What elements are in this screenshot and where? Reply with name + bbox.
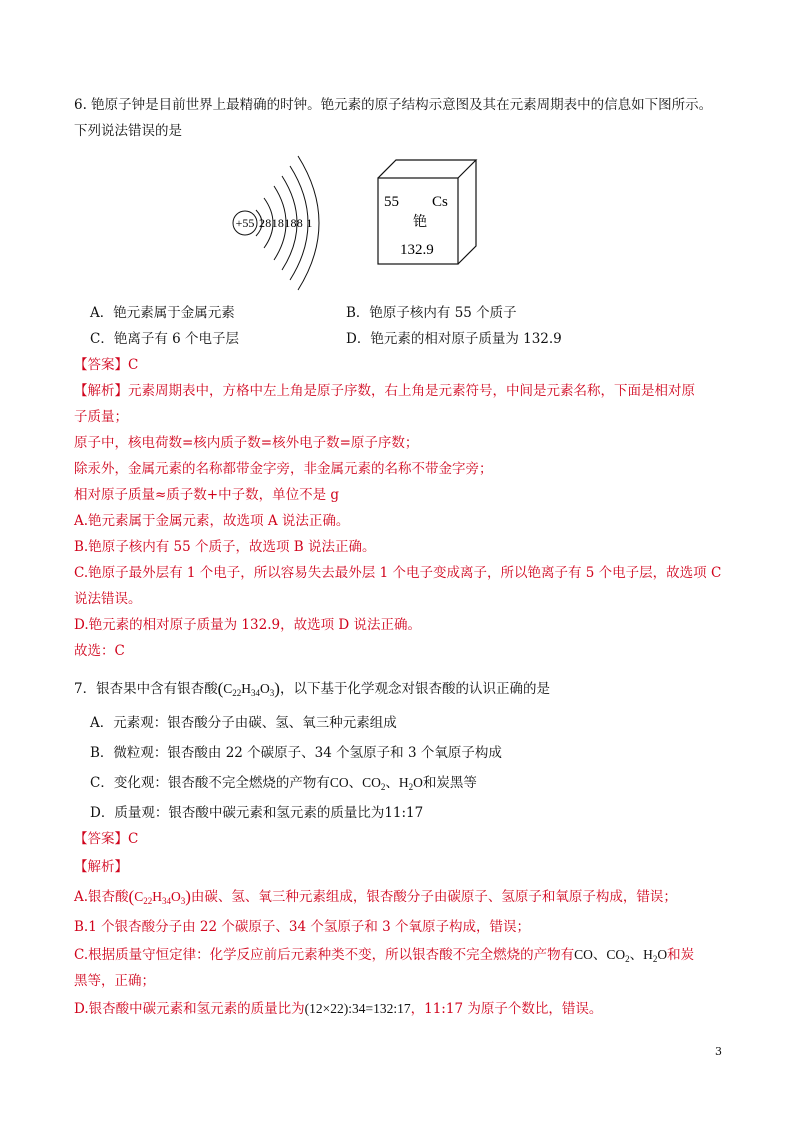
q7-option-c: C．变化观：银杏酸不完全燃烧的产物有CO、$CO_2$、$H_2O$和炭黑等	[90, 775, 477, 792]
page-number: 3	[715, 1045, 722, 1058]
q7-option-d: D．质量观：银杏酸中碳元素和氢元素的质量比为11:17	[90, 805, 424, 821]
electron-shells: 2818188 1	[259, 216, 313, 230]
q7-analysis-d: D.银杏酸中碳元素和氢元素的质量比为(12×22):34=132:17，11:17 为原子个数比，错误。	[74, 1001, 603, 1017]
ginkgolic-acid-formula-analysis: $(C_{22}H_{34}O_3)$	[128, 887, 191, 906]
atomic-mass: 132.9	[400, 242, 434, 258]
element-name: 铯	[413, 214, 427, 230]
q6-analysis-line6: A.铯元素属于金属元素，故选项 A 说法正确。	[74, 513, 350, 529]
q7-analysis-c: C.根据质量守恒定律：化学反应前后元素种类不变，所以银杏酸不完全燃烧的产物有CO、$CO_2$、$H_2O$和炭	[74, 947, 695, 964]
q7-analysis-b: B.1 个银杏酸分子由 22 个碳原子、34 个氢原子和 3 个氧原子构成，错误；	[74, 919, 530, 935]
cesium-atom-structure-diagram	[222, 148, 342, 298]
q6-stem-line2: 下列说法错误的是	[74, 123, 182, 139]
q6-analysis-line3: 原子中，核电荷数=核内质子数=核外电子数=原子序数；	[74, 435, 419, 451]
q6-analysis-line8: C.铯原子最外层有 1 个电子，所以容易失去最外层 1 个电子变成离子，所以铯离子有 5 个电子层，故选项 C	[74, 565, 722, 581]
q6-analysis-line5: 相对原子质量≈质子数+中子数，单位不是 g	[74, 487, 340, 503]
q6-analysis-line4: 除汞外，金属元素的名称都带金字旁，非金属元素的名称不带金字旁；	[74, 461, 493, 477]
q6-option-b: B．铯原子核内有 55 个质子	[346, 305, 517, 321]
q7-analysis-label: 【解析】	[74, 859, 128, 875]
q6-analysis-line7: B.铯原子核内有 55 个质子，故选项 B 说法正确。	[74, 539, 376, 555]
nucleus-charge: +55	[235, 216, 255, 230]
q7-option-a: A．元素观：银杏酸分子由碳、氢、氧三种元素组成	[90, 715, 397, 731]
q6-analysis-line9: 说法错误。	[74, 591, 142, 607]
q6-analysis-line2: 子质量；	[74, 409, 128, 425]
q6-analysis-label: 【解析】	[74, 383, 128, 399]
q6-option-a: A．铯元素属于金属元素	[90, 305, 235, 321]
element-symbol: Cs	[432, 194, 448, 210]
atomic-number: 55	[384, 194, 399, 210]
q7-analysis-a: A.银杏酸$(C_{22}H_{34}O_3)$由碳、氢、氧三种元素组成，银杏酸分子由碳原子、氢原子和氧原子构成，错误；	[74, 887, 677, 906]
q7-option-b: B．微粒观：银杏酸由 22 个碳原子、34 个氢原子和 3 个氧原子构成	[90, 745, 502, 761]
ginkgolic-acid-formula: $(C_{22}H_{34}O_3)$	[217, 679, 280, 698]
q6-analysis-line1: 【解析】元素周期表中，方格中左上角是原子序数，右上角是元素符号，中间是元素名称，下面是相对原	[74, 383, 695, 399]
q6-stem-line1: 6. 铯原子钟是目前世界上最精确的时钟。铯元素的原子结构示意图及其在元素周期表中的信息如下图所示。	[74, 97, 713, 113]
q6-analysis-line10: D.铯元素的相对原子质量为 132.9，故选项 D 说法正确。	[74, 617, 421, 633]
q6-answer: 【答案】C	[74, 357, 139, 373]
q6-option-d: D．铯元素的相对原子质量为 132.9	[346, 331, 562, 347]
q6-analysis-line11: 故选：C	[74, 643, 125, 659]
q7-stem: 7．银杏果中含有银杏酸$(C_{22}H_{34}O_3)$，以下基于化学观念对银杏酸的认识正确的是	[74, 679, 550, 698]
cesium-periodic-table-cell	[376, 156, 478, 268]
q6-option-c: C．铯离子有 6 个电子层	[90, 331, 240, 347]
q7-analysis-c-line2: 黑等，正确；	[74, 973, 155, 989]
q7-answer: 【答案】C	[74, 831, 139, 847]
